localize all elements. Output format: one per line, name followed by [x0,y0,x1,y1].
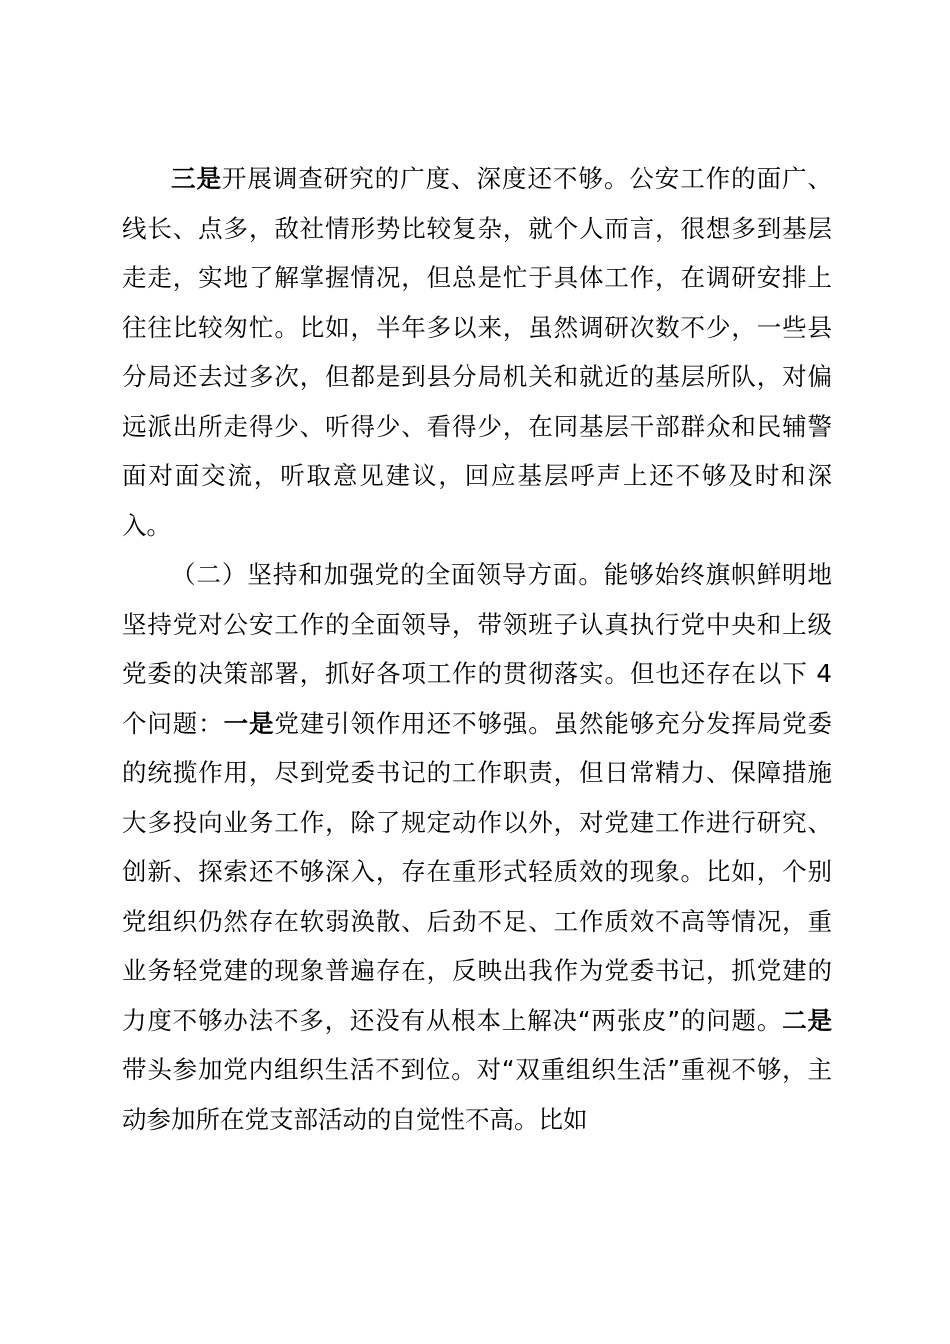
paragraph-1-text: 开展调查研究的广度、深度还不够。公安工作的面广、线长、点多，敌社情形势比较复杂，就个人而言，很想多到基层走走，实地了解掌握情况，但总是忙于具体工作，在调研安排上往往比较匆忙。比如，半年多以来，虽然调研次数不少，一些县分局还去过多次，但都是到县分局机关和就近的基层所队，对偏远派出所走得少、听得少、看得少，在同基层干部群众和民辅警面对面交流，听取意见建议，回应基层呼声上还不够及时和深入。 [122,164,832,540]
paragraph-2-text-a: 党建引领作用还不够强。虽然能够充分发挥局党委的统揽作用，尽到党委书记的工作职责，但日常精力、保障措施大多投向业务工作，除了规定动作以外，对党建工作进行研究、创新、探索还不够深入，存在重形式轻质效的现象。比如，个别党组织仍然存在软弱涣散、后劲不足、工作质效不高等情况，重业务轻党建的现象普遍存在，反映出我作为党委书记，抓党建的力度不够办法不多，还没有从根本上解决“两张皮”的问题。 [122,708,833,1035]
document-body [122,154,832,1144]
paragraph-1 [122,154,832,550]
emphasis-yi-shi: 一是 [223,708,275,738]
emphasis-er-shi: 二是 [782,1005,832,1035]
emphasis-san-shi: 三是 [171,164,222,193]
section-heading-text: （二）坚持和加强党的全面领导方面。能够始终旗帜鲜明地坚持党对公安工作的全面领导，带领班子认真执行党中央和上级党委的决策部署，抓好各项工作的贯彻落实。但也还存在以下 4 个问题： [122,560,832,738]
paragraph-2-text-b: 带头参加党内组织生活不到位。对“双重组织生活”重视不够，主动参加所在党支部活动的自觉性不高。比如 [122,1055,832,1134]
paragraph-2 [122,550,832,1144]
